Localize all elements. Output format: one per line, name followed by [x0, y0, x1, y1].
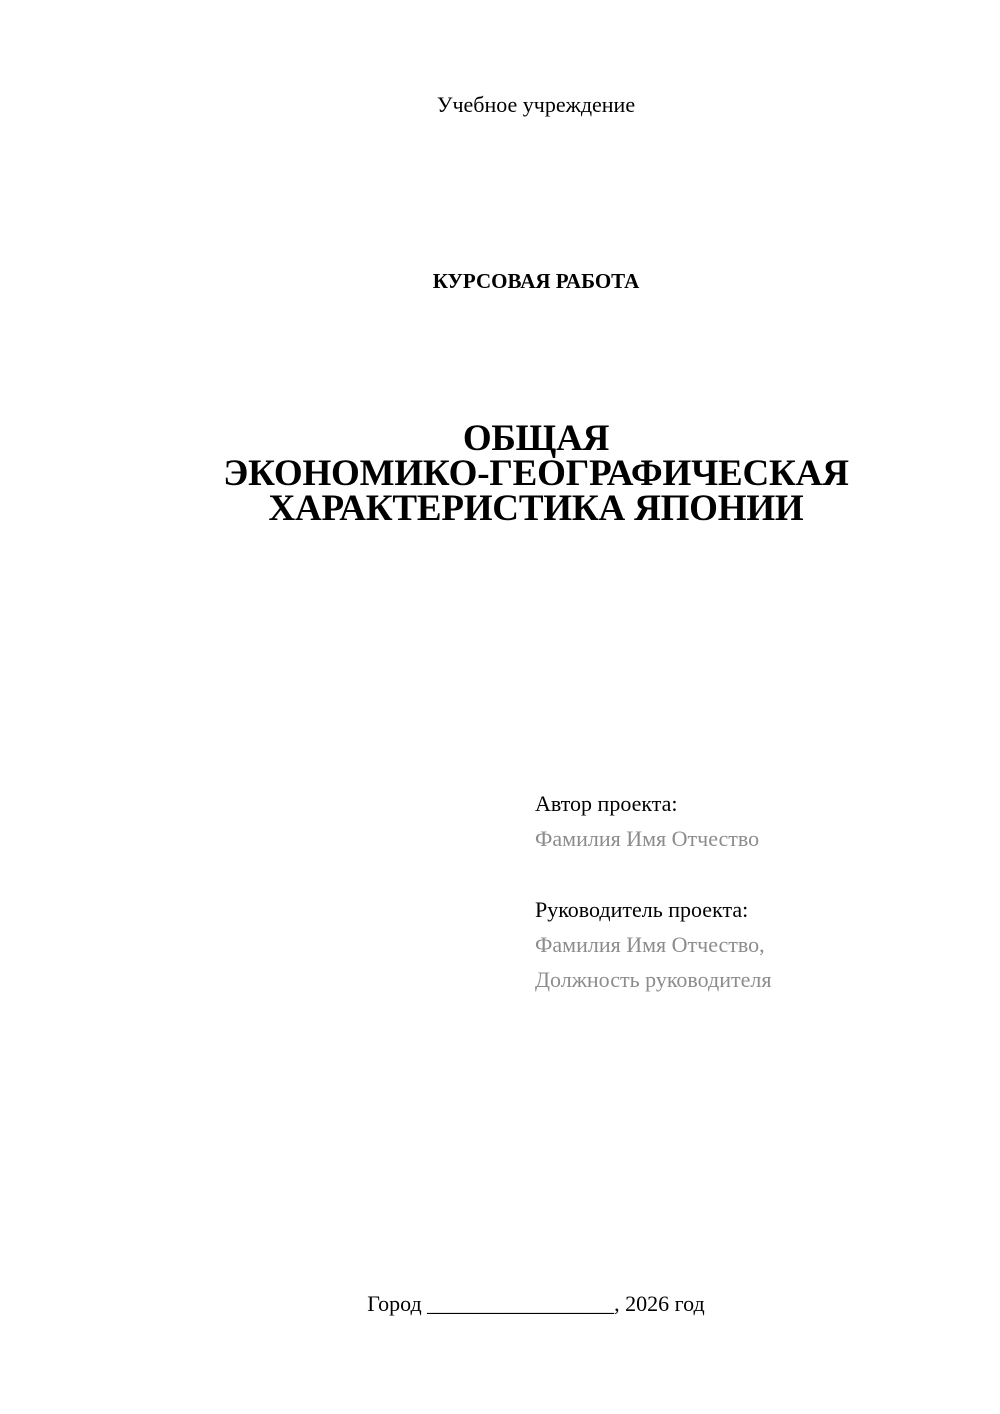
institution-name: Учебное учреждение: [436, 92, 636, 117]
city-year-line: Город _________________, 2026 год: [367, 1291, 705, 1316]
supervisor-position: Должность руководителя: [535, 967, 772, 992]
author-name: Фамилия Имя Отчество: [535, 826, 760, 851]
document-title: [150, 418, 922, 529]
title-line-3: ХАРАКТЕРИСТИКА ЯПОНИИ: [268, 488, 804, 529]
author-block: [535, 786, 955, 856]
title-line-2: ЭКОНОМИКО-ГЕОГРАФИЧЕСКАЯ: [223, 453, 849, 494]
supervisor-label: Руководитель проекта:: [535, 897, 749, 922]
author-label: Автор проекта:: [535, 791, 678, 816]
supervisor-name: Фамилия Имя Отчество,: [535, 932, 765, 957]
work-type-heading: КУРСОВАЯ РАБОТА: [432, 269, 640, 293]
supervisor-block: [535, 892, 955, 997]
title-line-1: ОБЩАЯ: [462, 418, 610, 459]
